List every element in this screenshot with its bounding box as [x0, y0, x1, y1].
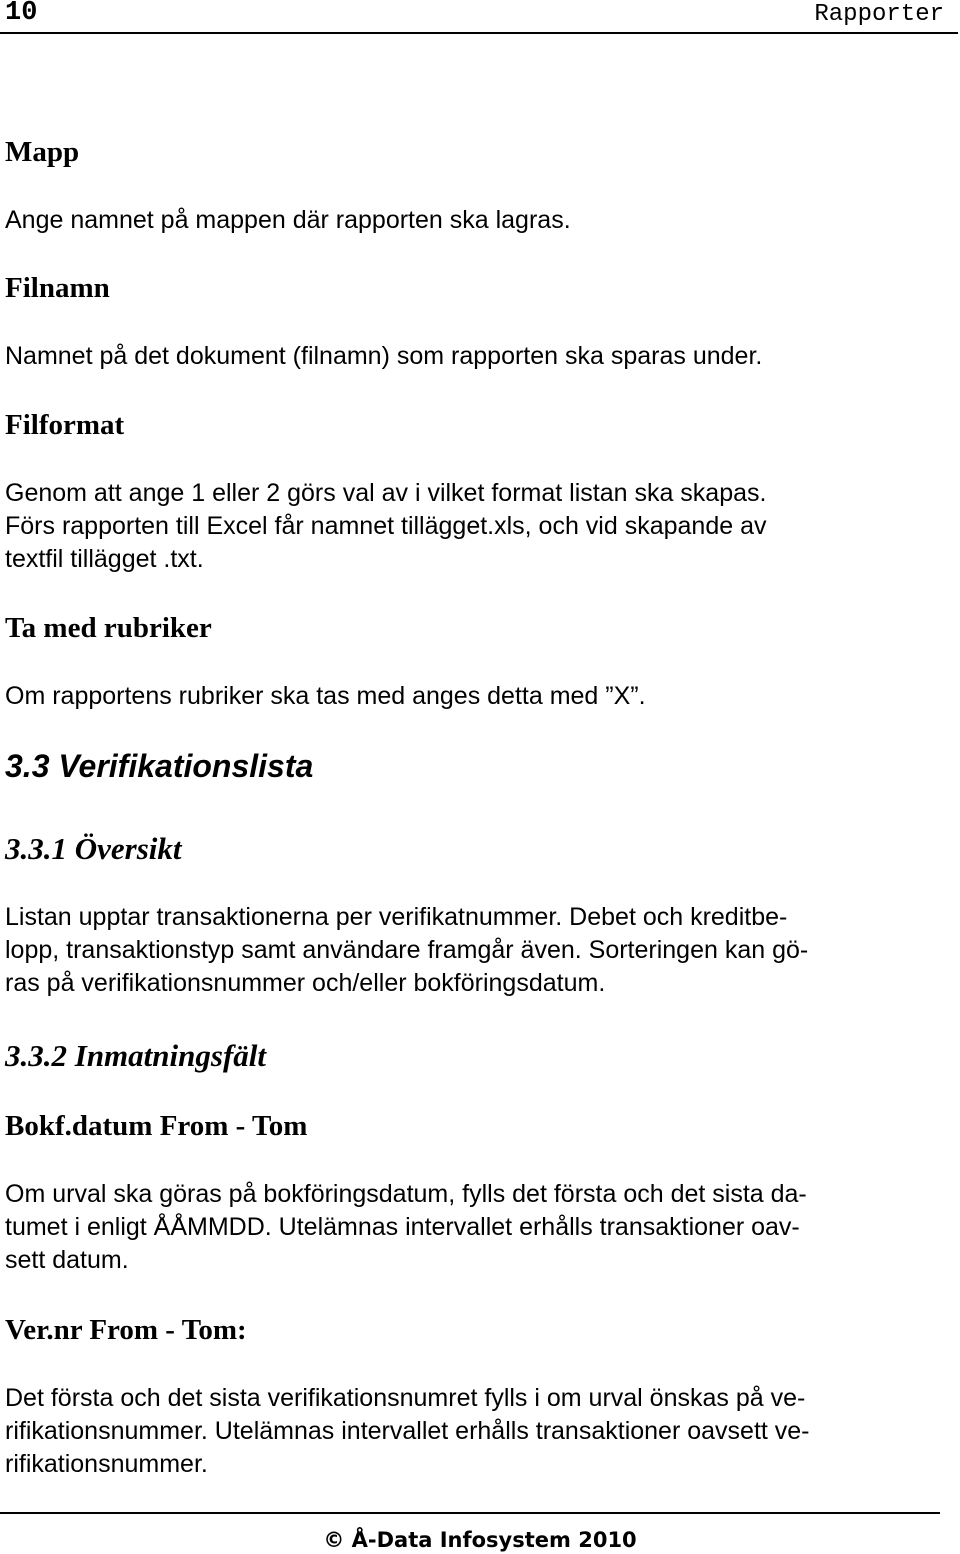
heading-bokfdatum: Bokf.datum From - Tom	[5, 1110, 308, 1142]
paragraph-oversikt	[5, 901, 808, 1000]
text-line: Om rapportens rubriker ska tas med anges detta med ”X”.	[5, 682, 646, 710]
text-line: ras på verifikationsnummer och/eller bokföringsdatum.	[5, 969, 606, 997]
heading-filformat: Filformat	[5, 409, 125, 441]
text-line: lopp, transaktionstyp samt användare framgår även. Sorteringen kan gö-	[5, 936, 809, 964]
footer-divider	[0, 1512, 940, 1514]
text-line: Genom att ange 1 eller 2 görs val av i vilket format listan ska skapas.	[5, 479, 767, 507]
header-divider	[0, 32, 958, 34]
heading-vernr: Ver.nr From - Tom:	[5, 1314, 247, 1346]
text-line: Förs rapporten till Excel får namnet tillägget.xls, och vid skapande av	[5, 512, 767, 540]
text-line: Om urval ska göras på bokföringsdatum, fylls det första och det sista da-	[5, 1180, 807, 1208]
text-line: rifikationsnummer. Utelämnas intervallet erhålls transaktioner oavsett ve-	[5, 1417, 810, 1445]
text-line: Listan upptar transaktionerna per verifikatnummer. Debet och kreditbe-	[5, 903, 788, 931]
text-line: Det första och det sista verifikationsnumret fylls i om urval önskas på ve-	[5, 1384, 806, 1412]
paragraph-bokfdatum	[5, 1178, 807, 1277]
section-heading-verifikationslista: 3.3 Verifikationslista	[5, 748, 314, 784]
page-number: 10	[5, 0, 38, 28]
subsection-heading-inmatningsfalt: 3.3.2 Inmatningsfält	[5, 1038, 266, 1073]
paragraph-vernr	[5, 1382, 810, 1481]
paragraph-filnamn	[5, 340, 762, 373]
subsection-heading-oversikt: 3.3.1 Översikt	[5, 831, 182, 866]
paragraph-filformat	[5, 477, 767, 576]
heading-rubriker: Ta med rubriker	[5, 612, 212, 644]
text-line: Namnet på det dokument (filnamn) som rapporten ska sparas under.	[5, 342, 763, 370]
text-line: tumet i enligt ÅÅMMDD. Utelämnas intervallet erhålls transaktioner oav-	[5, 1213, 800, 1241]
heading-filnamn: Filnamn	[5, 272, 110, 304]
text-line: Ange namnet på mappen där rapporten ska lagras.	[5, 206, 571, 234]
text-line: rifikationsnummer.	[5, 1450, 208, 1478]
chapter-title: Rapporter	[814, 1, 944, 28]
paragraph-rubriker	[5, 680, 646, 713]
text-line: textfil tillägget .txt.	[5, 545, 204, 573]
text-line: sett datum.	[5, 1246, 129, 1274]
footer-copyright: © Å-Data Infosystem 2010	[323, 1528, 637, 1552]
heading-mapp: Mapp	[5, 136, 80, 168]
paragraph-mapp	[5, 204, 571, 237]
